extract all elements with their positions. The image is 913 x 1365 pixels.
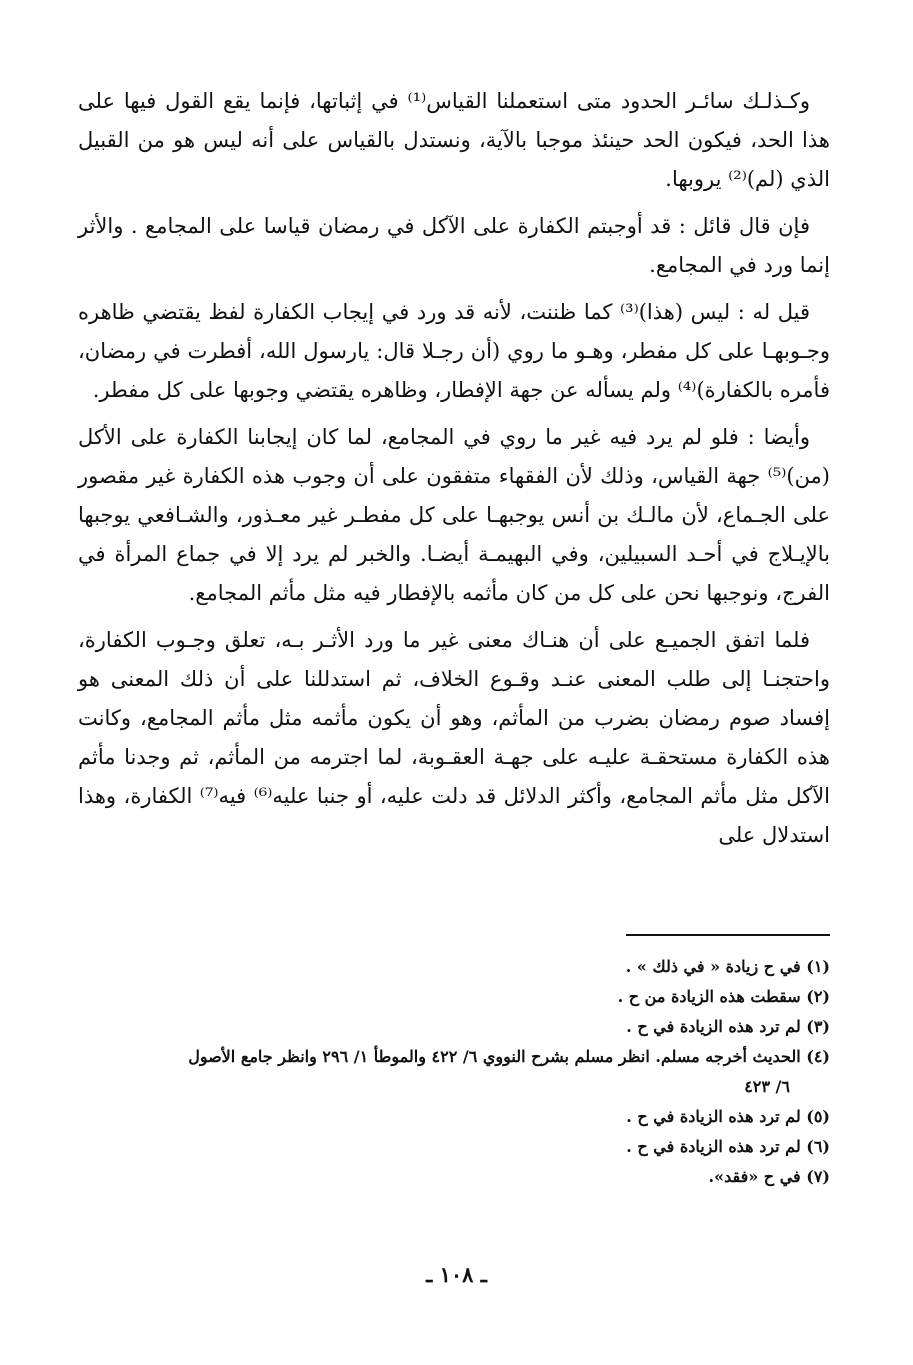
footnote-3: (٣) لم ترد هذه الزيادة في ح . — [626, 1017, 830, 1036]
paragraph-3: قيل له : ليس (هذا)⁽³⁾ كما ظننت، لأنه قد ورد في إيجاب الكفارة لفظ يقتضي ظاهره وجـوبهـا على كل مفطر، وهـو ما روي (أن رجـلا قال: يارسول الله، أفطرت في رمضان، فأمره بالكفارة)⁽⁴⁾ ولم يسأله عن جهة الإفطار، وظاهره يقتضي وجوبها على كل مفطر. — [78, 300, 830, 402]
paragraph-2: فإن قال قائل : قد أوجبتم الكفارة على الآكل في رمضان قياسا على المجامع . والأثر إنما ورد في المجامع. — [78, 214, 830, 277]
paragraph-1: وكـذلـك سائـر الحدود متى استعملنا القياس⁽¹⁾ في إثباتها، فإنما يقع القول فيها على هذا الحد، فيكون الحد حينئذ موجبا بالآية، ونستدل بالقياس على أنه ليس هو من القبيل الذي (لم)⁽²⁾ يروبها. — [78, 89, 830, 191]
main-text — [78, 82, 830, 863]
footnote-6: (٦) لم ترد هذه الزيادة في ح . — [626, 1137, 830, 1156]
footnote-separator — [626, 934, 830, 936]
page-number: ـ ١٠٨ ـ — [426, 1262, 487, 1287]
paragraph-4: وأيضا : فلو لم يرد فيه غير ما روي في المجامع، لما كان إيجابنا الكفارة على الأكل (من)⁽⁵⁾ جهة القياس، وذلك لأن الفقهاء متفقون على أن وجوب هذه الكفارة غير مقصور على الجـماع، لأن مالـك بن أنس يوجبهـا على كل مفطـر غير معـذور، والشـافعي يوجبها بالإيـلاج في أحـد السبيلين، وفي البهيمـة أيضـا. والخبر لم يرد إلا في جماع المرأة في الفرج، ونوجبها نحن على كل من كان مأثمه بالإفطار فيه مثل مأثم المجامع. — [78, 425, 830, 605]
footnote-1: (١) في ح زيادة « في ذلك » . — [625, 957, 830, 976]
footnote-5: (٥) لم ترد هذه الزيادة في ح . — [626, 1107, 830, 1126]
paragraph-5: فلما اتفق الجميـع على أن هنـاك معنى غير ما ورد الأثـر بـه، تعلق وجـوب الكفارة، واحتجنـا إلى طلب المعنى عنـد وقـوع الخلاف، ثم استدللنا على أن ذلك المعنى هو إفساد صوم رمضان بضرب من المأثم، وهو أن يكون مأثمه مثل مأثم المجامع، وكانت هذه الكفارة مستحقـة عليـه على جهـة العقـوبة، لما اجترمه من المأثم، ثم وجدنا مأثم الآكل مثل مأثم المجامع، وأكثر الدلائل قد دلت عليه، أو جنبا عليه⁽⁶⁾ فيه⁽⁷⁾ الكفارة، وهذا استدلال على — [78, 628, 831, 847]
footnote-4: (٤) الحديث أخرجه مسلم. انظر مسلم بشرح النووي ٦/ ٤٢٢ والموطأ ١/ ٢٩٦ وانظر جامع الأصول — [188, 1047, 830, 1066]
footnote-4-continuation: ٦/ ٤٢٣ — [744, 1077, 790, 1096]
footnote-2: (٢) سقطت هذه الزيادة من ح . — [617, 987, 830, 1006]
footnotes — [78, 952, 830, 1192]
footnote-7: (٧) في ح «فقد». — [708, 1167, 830, 1186]
